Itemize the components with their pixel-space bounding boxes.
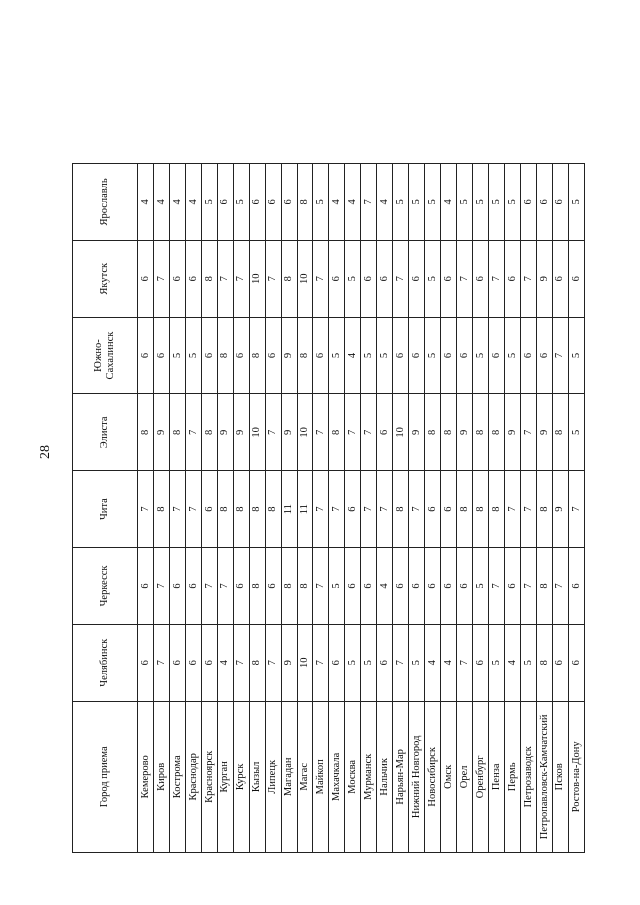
row-city-cell: Петрозаводск — [520, 701, 536, 852]
value-cell: 5 — [473, 548, 489, 625]
table-row — [138, 164, 154, 853]
value-cell: 6 — [409, 548, 425, 625]
value-cell: 5 — [425, 240, 441, 317]
table-row — [504, 164, 520, 853]
value-cell: 8 — [249, 317, 265, 394]
column-header: Южно-Сахалинск — [73, 317, 138, 394]
value-cell: 7 — [361, 471, 377, 548]
value-cell: 7 — [233, 624, 249, 701]
value-cell: 6 — [568, 548, 584, 625]
value-cell: 6 — [441, 317, 457, 394]
value-cell: 6 — [313, 317, 329, 394]
value-cell: 4 — [329, 164, 345, 241]
value-cell: 8 — [536, 471, 552, 548]
value-cell: 7 — [153, 548, 169, 625]
value-cell: 9 — [504, 394, 520, 471]
value-cell: 9 — [536, 240, 552, 317]
value-cell: 7 — [265, 394, 281, 471]
value-cell: 6 — [361, 548, 377, 625]
value-cell: 6 — [552, 624, 568, 701]
value-cell: 6 — [536, 164, 552, 241]
rotated-table-area — [72, 163, 585, 853]
value-cell: 8 — [393, 471, 409, 548]
value-cell: 5 — [361, 317, 377, 394]
value-cell: 8 — [217, 471, 233, 548]
value-cell: 4 — [441, 164, 457, 241]
value-cell: 8 — [169, 394, 185, 471]
row-city-cell: Омск — [441, 701, 457, 852]
table-row — [345, 164, 361, 853]
row-city-cell: Нижний Новгород — [409, 701, 425, 852]
value-cell: 8 — [249, 624, 265, 701]
value-cell: 8 — [457, 471, 473, 548]
value-cell: 6 — [138, 548, 154, 625]
value-cell: 6 — [185, 624, 201, 701]
value-cell: 7 — [138, 471, 154, 548]
value-cell: 7 — [568, 471, 584, 548]
row-city-cell: Курган — [217, 701, 233, 852]
value-cell: 9 — [457, 394, 473, 471]
value-cell: 6 — [377, 394, 393, 471]
value-cell: 5 — [393, 164, 409, 241]
value-cell: 6 — [552, 164, 568, 241]
table-row — [185, 164, 201, 853]
value-cell: 4 — [425, 624, 441, 701]
value-cell: 4 — [377, 164, 393, 241]
value-cell: 7 — [520, 471, 536, 548]
value-cell: 5 — [568, 164, 584, 241]
value-cell: 5 — [425, 164, 441, 241]
value-cell: 5 — [488, 624, 504, 701]
value-cell: 6 — [201, 317, 217, 394]
value-cell: 6 — [488, 317, 504, 394]
value-cell: 6 — [520, 164, 536, 241]
value-cell: 10 — [393, 394, 409, 471]
value-cell: 6 — [169, 548, 185, 625]
column-header: Ярославль — [73, 164, 138, 241]
value-cell: 6 — [393, 548, 409, 625]
value-cell: 8 — [249, 548, 265, 625]
value-cell: 6 — [457, 548, 473, 625]
value-cell: 11 — [281, 471, 297, 548]
row-city-cell: Оренбург — [473, 701, 489, 852]
value-cell: 8 — [488, 471, 504, 548]
row-city-cell: Нарьян-Мар — [393, 701, 409, 852]
value-cell: 10 — [297, 624, 313, 701]
value-cell: 4 — [153, 164, 169, 241]
value-cell: 6 — [265, 317, 281, 394]
value-cell: 5 — [473, 164, 489, 241]
value-cell: 7 — [153, 240, 169, 317]
value-cell: 6 — [425, 548, 441, 625]
value-cell: 7 — [329, 471, 345, 548]
value-cell: 6 — [217, 164, 233, 241]
value-cell: 5 — [345, 240, 361, 317]
value-cell: 7 — [488, 548, 504, 625]
value-cell: 4 — [169, 164, 185, 241]
value-cell: 7 — [153, 624, 169, 701]
column-header: Чита — [73, 471, 138, 548]
value-cell: 8 — [297, 164, 313, 241]
value-cell: 5 — [201, 164, 217, 241]
value-cell: 5 — [185, 317, 201, 394]
value-cell: 7 — [185, 394, 201, 471]
value-cell: 6 — [201, 471, 217, 548]
value-cell: 7 — [169, 471, 185, 548]
value-cell: 10 — [297, 394, 313, 471]
value-cell: 9 — [281, 394, 297, 471]
value-cell: 8 — [153, 471, 169, 548]
value-cell: 7 — [457, 240, 473, 317]
table-row — [153, 164, 169, 853]
row-city-cell: Липецк — [265, 701, 281, 852]
value-cell: 6 — [201, 624, 217, 701]
value-cell: 10 — [249, 394, 265, 471]
value-cell: 6 — [441, 548, 457, 625]
value-cell: 7 — [488, 240, 504, 317]
value-cell: 7 — [313, 394, 329, 471]
value-cell: 7 — [265, 240, 281, 317]
value-cell: 7 — [313, 471, 329, 548]
value-cell: 7 — [361, 164, 377, 241]
value-cell: 6 — [265, 164, 281, 241]
value-cell: 7 — [552, 548, 568, 625]
table-row — [281, 164, 297, 853]
value-cell: 6 — [409, 240, 425, 317]
value-cell: 4 — [377, 548, 393, 625]
table-header-row — [73, 164, 138, 853]
row-city-cell: Магас — [297, 701, 313, 852]
value-cell: 5 — [409, 624, 425, 701]
table-row — [568, 164, 584, 853]
value-cell: 7 — [552, 317, 568, 394]
table-row — [393, 164, 409, 853]
column-header: Элиста — [73, 394, 138, 471]
value-cell: 8 — [536, 624, 552, 701]
value-cell: 8 — [138, 394, 154, 471]
row-city-cell: Курск — [233, 701, 249, 852]
value-cell: 5 — [473, 317, 489, 394]
value-cell: 7 — [361, 394, 377, 471]
value-cell: 5 — [329, 548, 345, 625]
value-cell: 7 — [520, 394, 536, 471]
value-cell: 8 — [488, 394, 504, 471]
value-cell: 5 — [329, 317, 345, 394]
column-header: Челябинск — [73, 624, 138, 701]
value-cell: 8 — [552, 394, 568, 471]
value-cell: 6 — [393, 317, 409, 394]
value-cell: 4 — [504, 624, 520, 701]
value-cell: 5 — [504, 164, 520, 241]
value-cell: 8 — [281, 240, 297, 317]
row-city-cell: Кемерово — [138, 701, 154, 852]
value-cell: 5 — [457, 164, 473, 241]
value-cell: 6 — [568, 624, 584, 701]
value-cell: 4 — [345, 164, 361, 241]
row-city-cell: Краснодар — [185, 701, 201, 852]
table-row — [169, 164, 185, 853]
value-cell: 6 — [568, 240, 584, 317]
table-row — [488, 164, 504, 853]
value-cell: 8 — [281, 548, 297, 625]
value-cell: 6 — [473, 624, 489, 701]
value-cell: 7 — [265, 624, 281, 701]
value-cell: 7 — [377, 471, 393, 548]
value-cell: 7 — [393, 240, 409, 317]
value-cell: 6 — [441, 471, 457, 548]
value-cell: 6 — [441, 240, 457, 317]
row-city-cell: Красноярск — [201, 701, 217, 852]
row-city-cell: Пермь — [504, 701, 520, 852]
row-city-cell: Магадан — [281, 701, 297, 852]
value-cell: 6 — [552, 240, 568, 317]
value-cell: 4 — [217, 624, 233, 701]
value-cell: 5 — [504, 317, 520, 394]
value-cell: 9 — [409, 394, 425, 471]
row-city-cell: Нальчик — [377, 701, 393, 852]
value-cell: 6 — [169, 624, 185, 701]
value-cell: 5 — [425, 317, 441, 394]
value-cell: 8 — [217, 317, 233, 394]
value-cell: 6 — [281, 164, 297, 241]
value-cell: 9 — [281, 624, 297, 701]
value-cell: 6 — [536, 317, 552, 394]
value-cell: 6 — [249, 164, 265, 241]
row-city-cell: Киров — [153, 701, 169, 852]
value-cell: 6 — [345, 548, 361, 625]
value-cell: 6 — [425, 471, 441, 548]
value-cell: 7 — [233, 240, 249, 317]
value-cell: 8 — [441, 394, 457, 471]
value-cell: 8 — [425, 394, 441, 471]
value-cell: 6 — [457, 317, 473, 394]
row-city-cell: Махачкала — [329, 701, 345, 852]
value-cell: 5 — [313, 164, 329, 241]
row-city-cell: Майкоп — [313, 701, 329, 852]
table-row — [473, 164, 489, 853]
value-cell: 6 — [329, 240, 345, 317]
page-number: 28 — [38, 445, 53, 459]
value-cell: 6 — [233, 548, 249, 625]
value-cell: 9 — [552, 471, 568, 548]
value-cell: 6 — [169, 240, 185, 317]
value-cell: 6 — [361, 240, 377, 317]
table-row — [552, 164, 568, 853]
value-cell: 9 — [233, 394, 249, 471]
table-row — [313, 164, 329, 853]
value-cell: 7 — [520, 548, 536, 625]
table-row — [377, 164, 393, 853]
row-city-cell: Новосибирск — [425, 701, 441, 852]
table-row — [520, 164, 536, 853]
row-city-cell: Москва — [345, 701, 361, 852]
row-city-cell: Ростов-на-Дону — [568, 701, 584, 852]
value-cell: 10 — [297, 240, 313, 317]
value-cell: 4 — [138, 164, 154, 241]
value-cell: 5 — [568, 317, 584, 394]
value-cell: 7 — [457, 624, 473, 701]
table-row — [265, 164, 281, 853]
row-city-cell: Орел — [457, 701, 473, 852]
value-cell: 8 — [329, 394, 345, 471]
value-cell: 5 — [520, 624, 536, 701]
value-cell: 7 — [217, 240, 233, 317]
value-cell: 8 — [297, 548, 313, 625]
value-cell: 9 — [281, 317, 297, 394]
table-row — [297, 164, 313, 853]
value-cell: 5 — [409, 164, 425, 241]
value-cell: 8 — [473, 471, 489, 548]
row-city-cell: Кострома — [169, 701, 185, 852]
value-cell: 5 — [568, 394, 584, 471]
row-city-cell: Мурманск — [361, 701, 377, 852]
value-cell: 6 — [473, 240, 489, 317]
value-cell: 5 — [233, 164, 249, 241]
value-cell: 6 — [153, 317, 169, 394]
value-cell: 4 — [441, 624, 457, 701]
value-cell: 6 — [185, 240, 201, 317]
value-cell: 5 — [345, 624, 361, 701]
value-cell: 6 — [504, 240, 520, 317]
value-cell: 7 — [217, 548, 233, 625]
value-cell: 6 — [138, 624, 154, 701]
value-cell: 5 — [169, 317, 185, 394]
table-row — [233, 164, 249, 853]
value-cell: 8 — [201, 394, 217, 471]
value-cell: 10 — [249, 240, 265, 317]
value-cell: 4 — [345, 317, 361, 394]
column-header: Черкесск — [73, 548, 138, 625]
value-cell: 7 — [201, 548, 217, 625]
table-row — [201, 164, 217, 853]
value-cell: 7 — [313, 624, 329, 701]
value-cell: 5 — [488, 164, 504, 241]
column-header: Якутск — [73, 240, 138, 317]
value-cell: 6 — [185, 548, 201, 625]
row-city-cell: Псков — [552, 701, 568, 852]
table-row — [249, 164, 265, 853]
table-row — [361, 164, 377, 853]
value-cell: 6 — [138, 317, 154, 394]
value-cell: 6 — [520, 317, 536, 394]
table-row — [425, 164, 441, 853]
value-cell: 11 — [297, 471, 313, 548]
table-row — [457, 164, 473, 853]
value-cell: 6 — [138, 240, 154, 317]
value-cell: 7 — [185, 471, 201, 548]
table-row — [409, 164, 425, 853]
value-cell: 6 — [265, 548, 281, 625]
value-cell: 8 — [473, 394, 489, 471]
table-row — [217, 164, 233, 853]
value-cell: 8 — [201, 240, 217, 317]
rotated-table-inner — [72, 163, 585, 853]
value-cell: 8 — [265, 471, 281, 548]
value-cell: 8 — [297, 317, 313, 394]
table-row — [536, 164, 552, 853]
value-cell: 6 — [345, 471, 361, 548]
table-row — [329, 164, 345, 853]
schedule-table — [72, 163, 585, 853]
table-row — [441, 164, 457, 853]
value-cell: 7 — [409, 471, 425, 548]
value-cell: 8 — [249, 471, 265, 548]
value-cell: 8 — [233, 471, 249, 548]
value-cell: 5 — [361, 624, 377, 701]
value-cell: 9 — [153, 394, 169, 471]
value-cell: 7 — [313, 548, 329, 625]
value-cell: 7 — [345, 394, 361, 471]
value-cell: 6 — [377, 240, 393, 317]
value-cell: 6 — [377, 624, 393, 701]
value-cell: 7 — [313, 240, 329, 317]
column-header-city: Город приема — [73, 701, 138, 852]
value-cell: 7 — [393, 624, 409, 701]
row-city-cell: Кызыл — [249, 701, 265, 852]
row-city-cell: Пенза — [488, 701, 504, 852]
value-cell: 5 — [377, 317, 393, 394]
value-cell: 9 — [217, 394, 233, 471]
row-city-cell: Петропавловск-Камчатский — [536, 701, 552, 852]
value-cell: 9 — [536, 394, 552, 471]
value-cell: 6 — [409, 317, 425, 394]
value-cell: 7 — [504, 471, 520, 548]
table-body — [138, 164, 585, 853]
value-cell: 6 — [504, 548, 520, 625]
value-cell: 8 — [536, 548, 552, 625]
value-cell: 4 — [185, 164, 201, 241]
value-cell: 7 — [520, 240, 536, 317]
value-cell: 6 — [233, 317, 249, 394]
value-cell: 6 — [329, 624, 345, 701]
